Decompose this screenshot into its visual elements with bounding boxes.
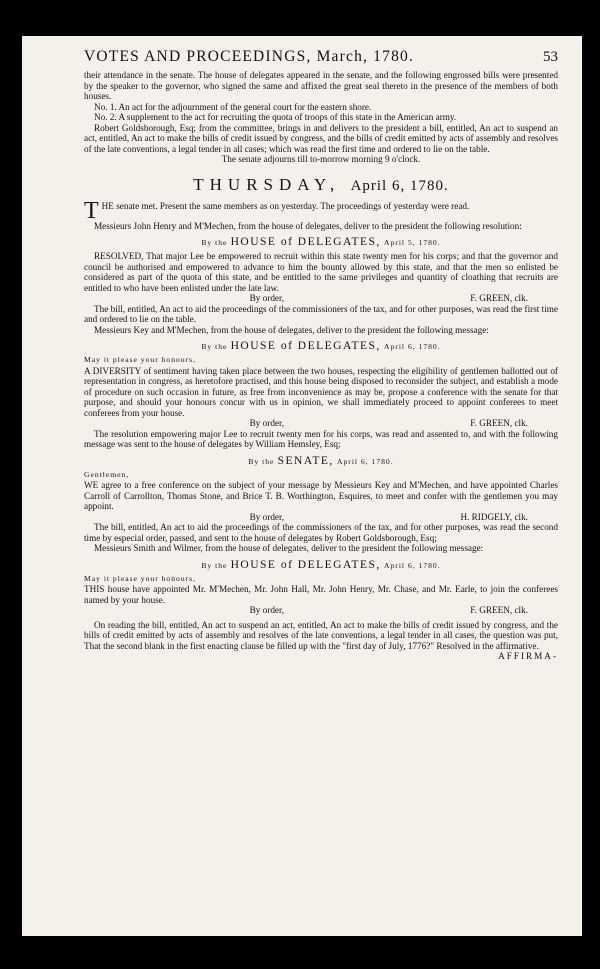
paragraph: Messieurs John Henry and M'Mechen, from the house of delegates, deliver to the president the following resolution: [94,220,522,231]
paragraph: The resolution empowering major Lee to recruit twenty men for his corps, was read and assented to, and with the following message was sent to the house of delegates by William Hemsley, Esq; [84,428,558,449]
page-content [84,48,558,661]
signature-line: By order, H. RIDGELY, clk. [249,511,528,522]
paragraph: The bill, entitled, An act to aid the proceedings of the commissioners of the tax, and for other purposes, was read the second time by especial order, passed, and sent to the house of delegates by Robert Goldsborough, Esq; [84,522,558,543]
salutation: Gentlemen, [84,469,130,479]
paragraph: On reading the bill, entitled, An act to suspend an act, entitled, An act to make the bills of credit issued by congress, and the bills of credit emitted by acts of assembly and resolves of the late conventions, a legal tender in all cases, the question was put, That the second blank in the first enacting clause be filled up with the "first day of July, 1776?" Resolved in the affirmative. [84,619,558,651]
message-text: WE agree to a free conference on the subject of your message by Messieurs Key and M'Mechen, and have appointed Charles Carroll of Carrollton, Thomas Stone, and Brice T. B. Worthington, Esquires, to meet and confer with the gentlemen you may appoint. [84,480,558,511]
adjournment-line: The senate adjourns till to-morrow morning 9 o'clock. [221,154,421,164]
message-heading: By the HOUSE of DELEGATES, April 6, 1780. [201,558,441,571]
paragraph: No. 1. An act for the adjournment of the general court for the eastern shore. [94,101,372,112]
drop-cap: T [84,197,99,224]
paragraph: No. 2. A supplement to the act for recruiting the quota of troops of this state in the American army. [94,112,457,122]
paragraph: Messieurs Key and M'Mechen, from the house of delegates, deliver to the president the following message: [94,324,489,335]
signature-line: By order, F. GREEN, clk. [249,418,528,428]
salutation: May it please your honours, [84,355,196,364]
signature-line: By order, F. GREEN, clk. [249,605,528,615]
header-title: VOTES AND PROCEEDINGS, March, 1780. [84,48,415,65]
message-text: A DIVERSITY of sentiment having taken place between the two houses, respecting the eligibility of gentlemen ballotted out of representation in congress, as heretofore practised, and this house being disposed to reconsider the subject, and establish a mode of procedure on such occasion in future, as free from inconvenience as may be, propose a conference with the senate for that purpose, and should your honours concur with us in opinion, we shall immediately proceed to appoint conferees to meet conferees from your house. [84,365,558,418]
paragraph: Robert Goldsborough, Esq; from the committee, brings in and delivers to the president a bill, entitled, An act to suspend an act, entitled, An act to make the bills of credit issued by congress, and the bills of credit emitted by acts of assembly and resolves of the late conventions, a legal tender in all cases; which was read the first time and ordered to lie on the table. [84,122,558,154]
opening-paragraph: T HE senate met. Present the same members as on yesterday. The proceedings of yesterday were read. [84,197,470,224]
message-heading: By the SENATE, April 6, 1780. [248,454,394,467]
page-number: 53 [543,49,558,65]
message-heading: By the HOUSE of DELEGATES, April 5, 1780. [201,236,441,248]
document-page [22,36,582,936]
paragraph: Messieurs Smith and Wilmer, from the house of delegates, deliver to the president the following message: [94,543,484,553]
paragraph: their attendance in the senate. The house of delegates appeared in the senate, and the following engrossed bills were presented by the speaker to the governor, who signed the same and affixed the great seal thereto in the presence of the members of both houses. [84,70,558,101]
salutation: May it please your honours, [84,573,196,583]
day-heading: THURSDAY, April 6, 1780. [193,174,449,194]
paragraph: The bill, entitled, An act to aid the proceedings of the commissioners of the tax, and for other purposes, was read the first time and ordered to lie on the table. [84,303,558,324]
running-header [84,48,558,66]
catchword: AFFIRMA- [498,651,558,661]
resolution-text: RESOLVED, That major Lee be empowered to recruit within this state twenty men for his corps; and that the governor and council be authorised and empowered to advance to him the bounty allowed by this state, and that the men so enlisted be considered as part of the quota of this state, and be entitled to the same privileges and quantity of cloathing that recruits are entitled to who have been enlisted under the late law. [84,251,558,293]
signature-line: By order, F. GREEN, clk. [249,293,528,303]
message-text: THIS house have appointed Mr. M'Mechen, Mr. John Hall, Mr. John Henry, Mr. Chase, and Mr. Earle, to join the conferees named by your house. [84,584,558,605]
message-heading: By the HOUSE of DELEGATES, April 6, 1780. [201,340,441,352]
